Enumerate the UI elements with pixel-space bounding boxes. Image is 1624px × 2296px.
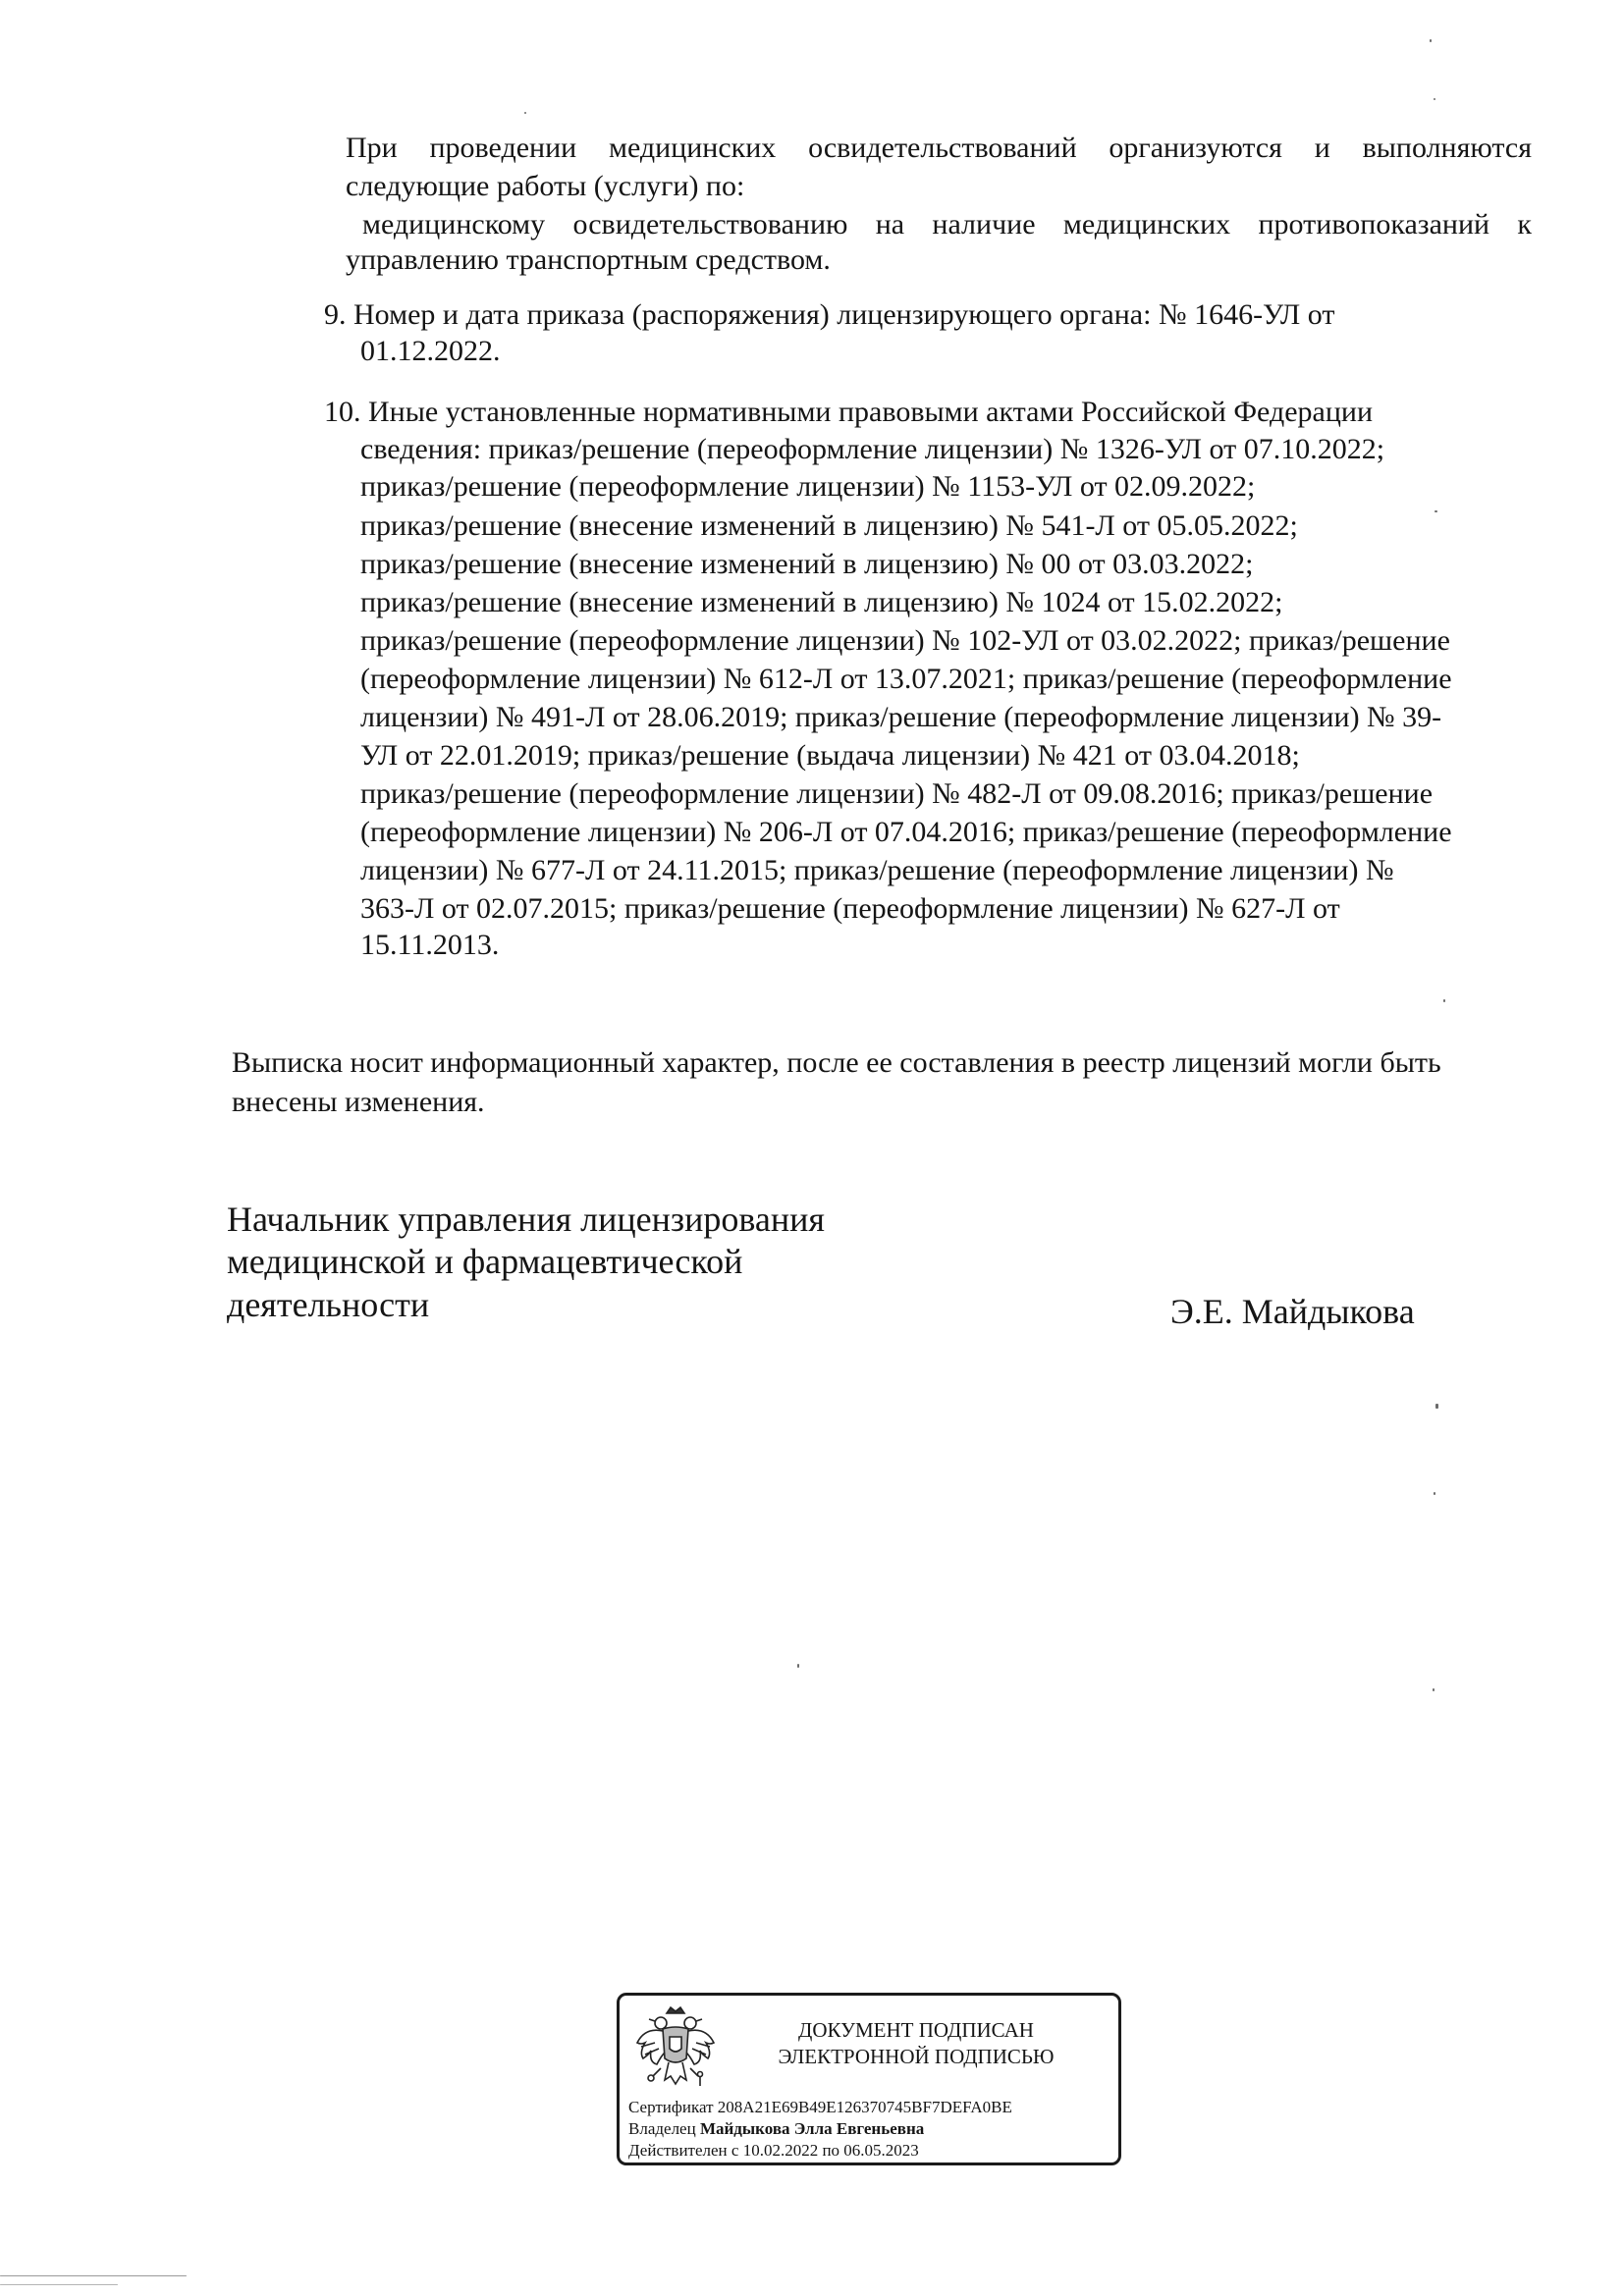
intro-line-2: следующие работы (услуги) по:	[346, 170, 745, 202]
owner-value: Майдыкова Элла Евгеньевна	[699, 2119, 925, 2138]
notice-line-2: внесены изменения.	[232, 1086, 485, 1118]
double-headed-eagle-emblem-icon	[631, 2003, 720, 2098]
scan-speck	[1434, 98, 1435, 100]
signatory-title-line-1: Начальник управления лицензирования	[227, 1200, 825, 1239]
intro-line-1: При проведении медицинских освидетельствований организуются и выполняются	[346, 132, 1532, 164]
item-10-line-7: приказ/решение (переоформление лицензии) № 102-УЛ от 03.02.2022; приказ/решение	[360, 624, 1450, 657]
electronic-signature-stamp	[617, 1993, 1121, 2165]
item-10-line-4: приказ/решение (внесение изменений в лицензию) № 541-Л от 05.05.2022;	[360, 509, 1298, 542]
item-10-line-10: УЛ от 22.01.2019; приказ/решение (выдача лицензии) № 421 от 03.04.2018;	[360, 739, 1300, 772]
item-10-line-8: (переоформление лицензии) № 612-Л от 13.07.2021; приказ/решение (переоформление	[360, 663, 1452, 695]
item-10-line-6: приказ/решение (внесение изменений в лицензию) № 1024 от 15.02.2022;	[360, 586, 1283, 618]
stamp-certificate	[628, 2097, 1012, 2118]
item-10-line-14: 363-Л от 02.07.2015; приказ/решение (переоформление лицензии) № 627-Л от	[360, 892, 1340, 925]
item-10-line-11: приказ/решение (переоформление лицензии) № 482-Л от 09.08.2016; приказ/решение	[360, 777, 1434, 810]
stamp-heading-line-1: ДОКУМЕНТ ПОДПИСАН	[798, 2018, 1034, 2042]
scan-edge-line	[0, 2284, 118, 2285]
scan-speck	[1443, 999, 1445, 1002]
scan-speck	[1435, 1404, 1438, 1409]
scan-speck	[1433, 1688, 1435, 1691]
scan-edge-line	[0, 2275, 187, 2276]
item-10-line-3: приказ/решение (переоформление лицензии) № 1153-УЛ от 02.09.2022;	[360, 470, 1256, 503]
service-line-1: медицинскому освидетельствованию на наличие медицинских противопоказаний к	[362, 208, 1532, 240]
item-10-line-13: лицензии) № 677-Л от 24.11.2015; приказ/решение (переоформление лицензии) №	[360, 854, 1394, 886]
item-10-line-2: сведения: приказ/решение (переоформление лицензии) № 1326-УЛ от 07.10.2022;	[360, 433, 1385, 465]
signatory-title-line-2: медицинской и фармацевтической	[227, 1242, 743, 1281]
signatory-title-line-3: деятельности	[227, 1285, 430, 1324]
owner-label: Владелец	[628, 2119, 696, 2138]
stamp-heading-line-2: ЭЛЕКТРОННОЙ ПОДПИСЬЮ	[778, 2045, 1055, 2068]
scan-speck	[797, 1664, 799, 1668]
item-10-line-1: 10. Иные установленные нормативными правовыми актами Российской Федерации	[324, 396, 1374, 428]
scan-speck	[1430, 39, 1432, 42]
scan-speck	[1435, 510, 1437, 512]
stamp-owner	[628, 2118, 924, 2140]
item-9-line-2: 01.12.2022.	[360, 335, 501, 367]
scan-speck	[524, 112, 526, 114]
item-9-line-1: 9. Номер и дата приказа (распоряжения) лицензирующего органа: № 1646-УЛ от	[324, 298, 1335, 331]
service-line-2: управлению транспортным средством.	[346, 243, 831, 276]
item-10-line-5: приказ/решение (внесение изменений в лицензию) № 00 от 03.03.2022;	[360, 548, 1254, 580]
certificate-value: 208A21E69B49E126370745BF7DEFA0BE	[717, 2098, 1012, 2116]
item-10-line-12: (переоформление лицензии) № 206-Л от 07.04.2016; приказ/решение (переоформление	[360, 816, 1452, 848]
item-10-line-9: лицензии) № 491-Л от 28.06.2019; приказ/решение (переоформление лицензии) № 39-	[360, 701, 1442, 733]
signatory-name: Э.Е. Майдыкова	[1170, 1292, 1415, 1331]
stamp-validity: Действителен с 10.02.2022 по 06.05.2023	[628, 2141, 919, 2160]
certificate-label: Сертификат	[628, 2098, 714, 2116]
scan-speck	[1434, 1492, 1435, 1495]
notice-line-1: Выписка носит информационный характер, после ее составления в реестр лицензий могли быть	[232, 1046, 1441, 1079]
item-10-line-15: 15.11.2013.	[360, 929, 500, 961]
